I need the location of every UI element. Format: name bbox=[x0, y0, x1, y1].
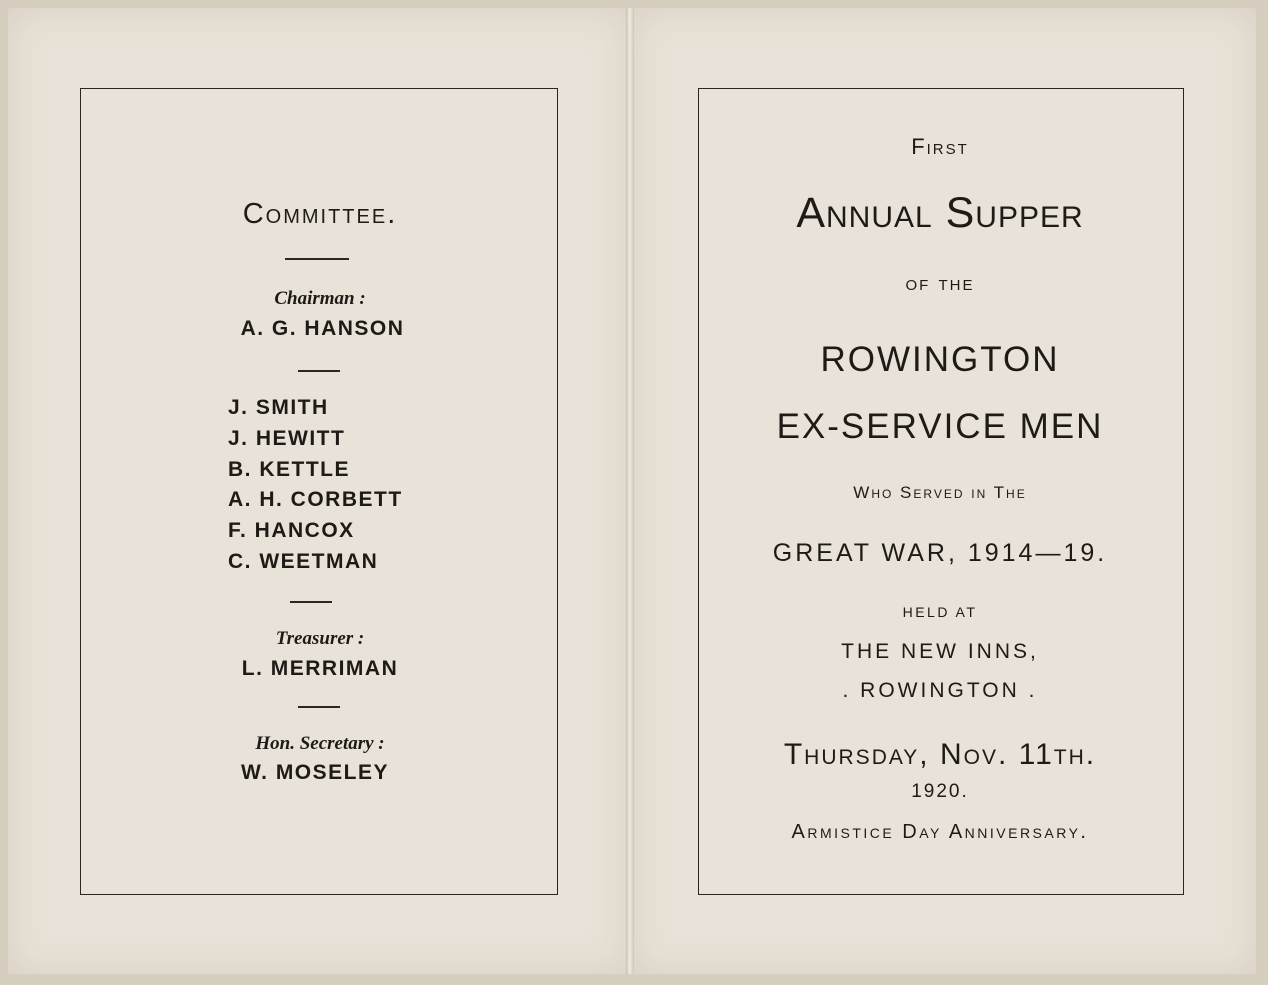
treasurer-name: L. MERRIMAN bbox=[241, 657, 399, 680]
ex-service-men-title: EX-SERVICE MEN bbox=[776, 407, 1104, 446]
chairman-name: A. G. HANSON bbox=[240, 317, 405, 340]
member-name: A. H. CORBETT bbox=[228, 488, 403, 512]
secretary-name: W. MOSELEY bbox=[240, 761, 389, 784]
venue-name: THE NEW INNS, bbox=[841, 640, 1039, 663]
committee-heading: Committee. bbox=[242, 198, 398, 230]
divider-rule bbox=[298, 370, 340, 372]
member-name: J. SMITH bbox=[228, 396, 329, 419]
of-the-label: of the bbox=[905, 270, 975, 295]
member-name: F. HANCOX bbox=[228, 519, 355, 543]
armistice-label: Armistice Day Anniversary. bbox=[791, 821, 1089, 843]
member-name: J. HEWITT bbox=[228, 426, 346, 450]
committee-members-list bbox=[228, 393, 403, 578]
card-fold bbox=[626, 8, 634, 974]
treasurer-role: Treasurer : bbox=[275, 628, 365, 649]
first-label: First bbox=[911, 134, 969, 159]
held-at-label: HELD AT bbox=[902, 604, 978, 620]
rowington-title: ROWINGTON bbox=[820, 340, 1060, 379]
event-date: Thursday, Nov. 11th. bbox=[783, 738, 1097, 771]
member-name: C. WEETMAN bbox=[228, 549, 379, 573]
divider-rule bbox=[290, 601, 332, 603]
annual-supper-title: Annual Supper bbox=[796, 189, 1084, 237]
event-year: 1920. bbox=[911, 781, 969, 802]
divider-rule bbox=[298, 706, 340, 708]
great-war-line: GREAT WAR, 1914—19. bbox=[772, 539, 1108, 567]
who-served-label: Who Served in The bbox=[853, 483, 1027, 502]
secretary-role: Hon. Secretary : bbox=[255, 733, 385, 754]
chairman-role: Chairman : bbox=[274, 288, 366, 309]
venue-location: . ROWINGTON . bbox=[842, 679, 1038, 702]
member-name: B. KETTLE bbox=[228, 457, 350, 481]
divider-rule bbox=[285, 258, 349, 260]
